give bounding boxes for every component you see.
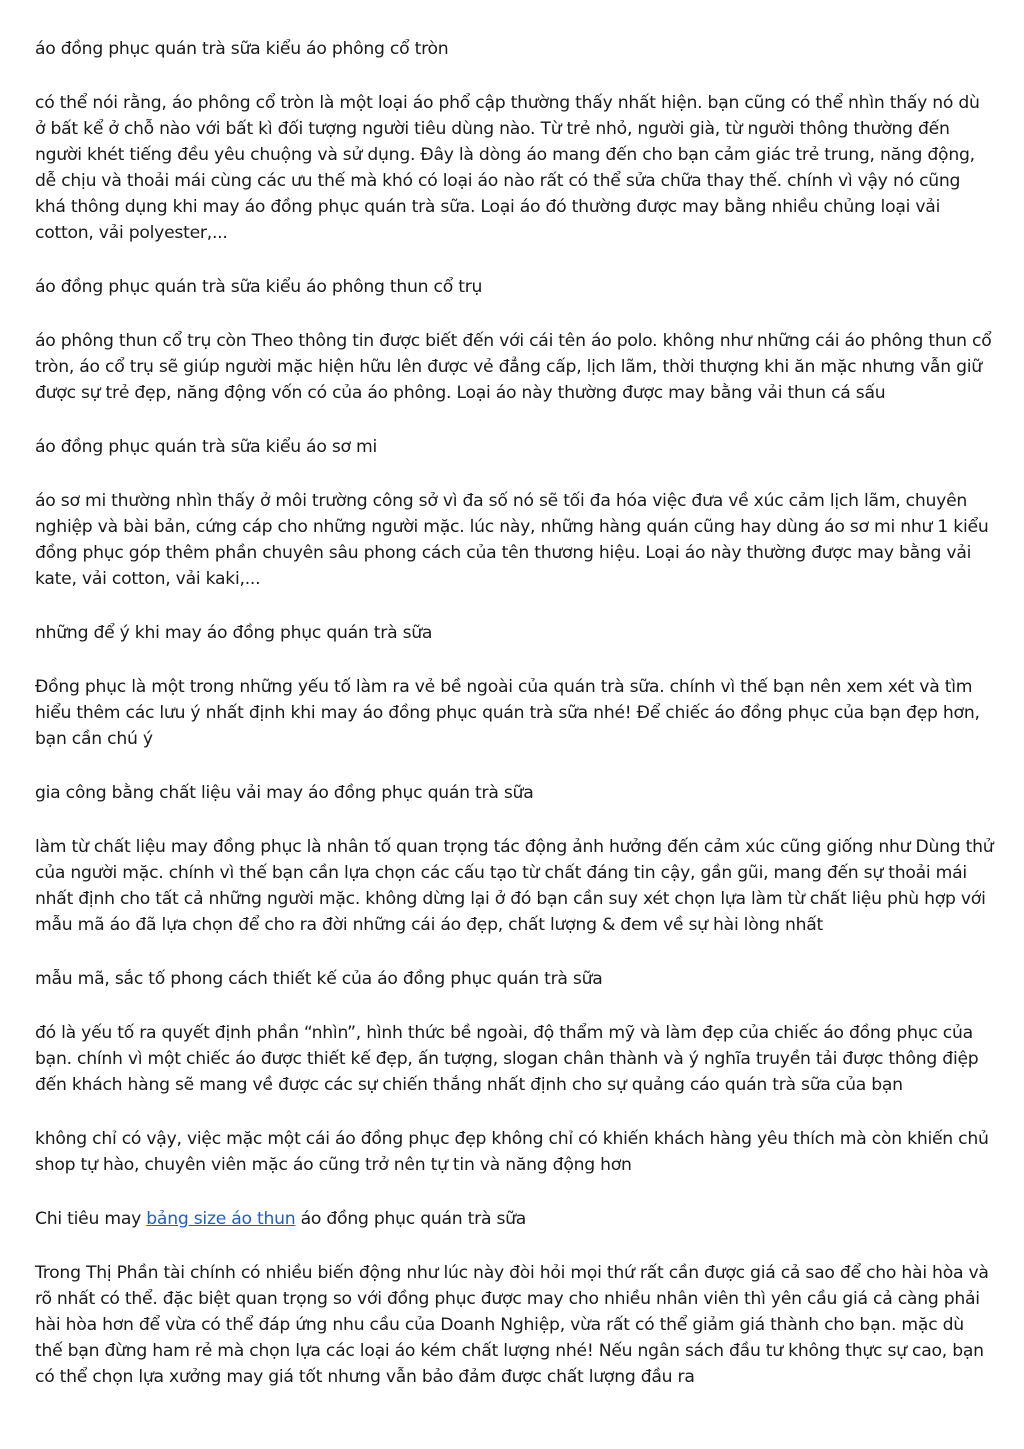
body-paragraph: Đồng phục là một trong những yếu tố làm ra vẻ bề ngoài của quán trà sữa. chính vì thế bạn nên xem xét và tìm hiểu thêm các lưu ý nhất định khi may áo đồng phục quán trà sữa nhé! Để chiếc áo đồng phục của bạn đẹp hơn, bạn cần chú ý: [35, 677, 980, 749]
body-paragraph: làm từ chất liệu may đồng phục là nhân tố quan trọng tác động ảnh hưởng đến cảm xúc cũng giống như Dùng thử của người mặc. chính vì thế bạn cần lựa chọn các cấu tạo từ chất đáng tin cậy, gần gũi, mang đến sự thoải mái nhất định cho tất cả những người mặc. không dừng lại ở đó bạn cần suy xét chọn lựa làm từ chất liệu phù hợp với mẫu mã áo đã lựa chọn để cho ra đời những cái áo đẹp, chất lượng & đem về sự hài lòng nhất: [35, 837, 994, 935]
body-paragraph: không chỉ có vậy, việc mặc một cái áo đồng phục đẹp không chỉ có khiến khách hàng yêu thích mà còn khiến chủ shop tự hào, chuyên viên mặc áo cũng trở nên tự tin và năng động hơn: [35, 1129, 989, 1175]
section-heading: những để ý khi may áo đồng phục quán trà sữa: [35, 623, 433, 643]
section-heading: mẫu mã, sắc tố phong cách thiết kế của áo đồng phục quán trà sữa: [35, 969, 603, 989]
section-heading: áo đồng phục quán trà sữa kiểu áo phông cổ tròn: [35, 39, 449, 59]
body-paragraph: áo sơ mi thường nhìn thấy ở môi trường công sở vì đa số nó sẽ tối đa hóa việc đưa về xúc cảm lịch lãm, chuyên nghiệp và bài bản, cứng cáp cho những người mặc. lúc này, những hàng quán cũng hay dùng áo sơ mi như 1 kiểu đồng phục góp thêm phần chuyên sâu phong cách của tên thương hiệu. Loại áo này thường được may bằng vải kate, vải cotton, vải kaki,...: [35, 491, 989, 589]
heading-text-after-link: áo đồng phục quán trà sữa: [295, 1209, 527, 1229]
body-paragraph: có thể nói rằng, áo phông cổ tròn là một loại áo phổ cập thường thấy nhất hiện. bạn cũng có thể nhìn thấy nó dù ở bất kể ở chỗ nào với bất kì đối tượng người tiêu dùng nào. Từ trẻ nhỏ, người già, từ người thông thường đến người khét tiếng đều yêu chuộng và sử dụng. Đây là dòng áo mang đến cho bạn cảm giác trẻ trung, năng động, dễ chịu và thoải mái cùng các ưu thế mà khó có loại áo nào rất có thể sửa chữa thay thế. chính vì vậy nó cũng khá thông dụng khi may áo đồng phục quán trà sữa. Loại áo đó thường được may bằng nhiều chủng loại vải cotton, vải polyester,...: [35, 93, 980, 243]
body-paragraph: Trong Thị Phần tài chính có nhiều biến động như lúc này đòi hỏi mọi thứ rất cần được giá cả sao để cho hài hòa và rõ nhất có thể. đặc biệt quan trọng so với đồng phục được may cho nhiều nhân viên thì yên cầu giá cả càng phải hài hòa hơn để vừa có thể đáp ứng nhu cầu của Doanh Nghiệp, vừa rất có thể giảm giá thành cho bạn. mặc dù thế bạn đừng ham rẻ mà chọn lựa các loại áo kém chất lượng nhé! Nếu ngân sách đầu tư không thực sự cao, bạn có thể chọn lựa xưởng may giá tốt nhưng vẫn bảo đảm được chất lượng đầu ra: [35, 1263, 989, 1387]
document-body: [35, 36, 995, 1418]
section-heading-with-link: [35, 1206, 995, 1232]
heading-text-before-link: Chi tiêu may: [35, 1209, 147, 1229]
body-paragraph: áo phông thun cổ trụ còn Theo thông tin được biết đến với cái tên áo polo. không như những cái áo phông thun cổ tròn, áo cổ trụ sẽ giúp người mặc hiện hữu lên được vẻ đẳng cấp, lịch lãm, thời thượng khi ăn mặc nhưng vẫn giữ được sự trẻ đẹp, năng động vốn có của áo phông. Loại áo này thường được may bằng vải thun cá sấu: [35, 331, 992, 403]
size-chart-link[interactable]: bảng size áo thun: [146, 1209, 296, 1229]
body-paragraph: đó là yếu tố ra quyết định phần “nhìn”, hình thức bề ngoài, độ thẩm mỹ và làm đẹp của chiếc áo đồng phục của bạn. chính vì một chiếc áo được thiết kế đẹp, ấn tượng, slogan chân thành và ý nghĩa truyền tải được thông điệp đến khách hàng sẽ mang về được các sự chiến thắng nhất định cho sự quảng cáo quán trà sữa của bạn: [35, 1023, 979, 1095]
section-heading: áo đồng phục quán trà sữa kiểu áo phông thun cổ trụ: [35, 277, 483, 297]
section-heading: áo đồng phục quán trà sữa kiểu áo sơ mi: [35, 437, 378, 457]
section-heading: gia công bằng chất liệu vải may áo đồng phục quán trà sữa: [35, 783, 534, 803]
